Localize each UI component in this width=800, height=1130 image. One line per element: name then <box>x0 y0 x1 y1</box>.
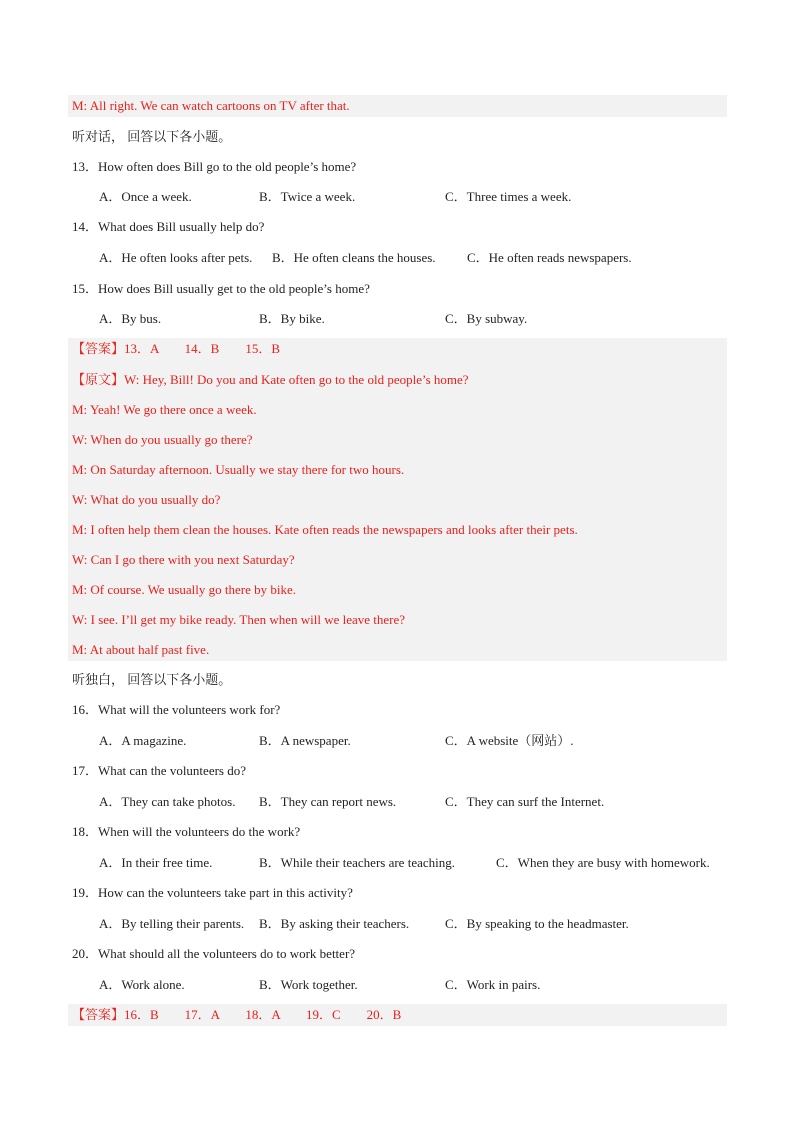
question-15-option-a: A．By bus. <box>99 311 162 326</box>
transcript-line: W: I see. I’ll get my bike ready. Then when will we leave there? <box>72 612 406 627</box>
question-19-option-a: A．By telling their parents. <box>99 916 245 931</box>
question-17-option-a: A．They can take photos. <box>99 794 236 809</box>
question-18-option-b: B．While their teachers are teaching. <box>259 855 455 870</box>
question-16-stem: 16．What will the volunteers work for? <box>72 702 281 717</box>
transcript-line: W: When do you usually go there? <box>72 432 253 447</box>
transcript-line: M: All right. We can watch cartoons on TV after that. <box>72 98 350 113</box>
question-18-option-a: A．In their free time. <box>99 855 213 870</box>
question-18-option-c: C．When they are busy with homework. <box>496 855 710 870</box>
transcript-line: M: I often help them clean the houses. Kate often reads the newspapers and looks after their pets. <box>72 522 578 537</box>
answer-line-13-15: 【答案】13．A 14．B 15．B <box>72 341 281 356</box>
question-14-option-b: B．He often cleans the houses. <box>272 250 436 265</box>
section-instruction: 听对话， 回答以下各小题。 <box>72 129 232 144</box>
question-14-option-a: A．He often looks after pets. <box>99 250 253 265</box>
question-20-option-a: A．Work alone. <box>99 977 185 992</box>
question-13-option-a: A．Once a week. <box>99 189 192 204</box>
question-19-stem: 19．How can the volunteers take part in this activity? <box>72 885 353 900</box>
section-instruction: 听独白， 回答以下各小题。 <box>72 672 232 687</box>
question-17-option-b: B．They can report news. <box>259 794 397 809</box>
question-16-option-a: A．A magazine. <box>99 733 187 748</box>
transcript-line: M: At about half past five. <box>72 642 210 657</box>
transcript-line: 【原文】W: Hey, Bill! Do you and Kate often go to the old people’s home? <box>72 372 469 387</box>
question-16-option-c: C．A website（网站）. <box>445 733 574 748</box>
question-14-stem: 14．What does Bill usually help do? <box>72 219 265 234</box>
question-13-stem: 13．How often does Bill go to the old people’s home? <box>72 159 357 174</box>
transcript-line: W: Can I go there with you next Saturday? <box>72 552 295 567</box>
question-19-option-b: B．By asking their teachers. <box>259 916 410 931</box>
question-20-option-c: C．Work in pairs. <box>445 977 541 992</box>
question-17-stem: 17．What can the volunteers do? <box>72 763 246 778</box>
question-15-option-b: B．By bike. <box>259 311 325 326</box>
transcript-line: W: What do you usually do? <box>72 492 221 507</box>
transcript-line: M: On Saturday afternoon. Usually we stay there for two hours. <box>72 462 405 477</box>
question-13-option-c: C．Three times a week. <box>445 189 572 204</box>
question-19-option-c: C．By speaking to the headmaster. <box>445 916 629 931</box>
question-20-stem: 20．What should all the volunteers do to work better? <box>72 946 356 961</box>
answer-line-16-20: 【答案】16．B 17．A 18．A 19．C 20．B <box>72 1007 402 1022</box>
question-15-option-c: C．By subway. <box>445 311 528 326</box>
question-20-option-b: B．Work together. <box>259 977 358 992</box>
question-18-stem: 18．When will the volunteers do the work? <box>72 824 301 839</box>
question-16-option-b: B．A newspaper. <box>259 733 351 748</box>
question-17-option-c: C．They can surf the Internet. <box>445 794 605 809</box>
transcript-line: M: Of course. We usually go there by bike. <box>72 582 296 597</box>
transcript-line: M: Yeah! We go there once a week. <box>72 402 257 417</box>
question-13-option-b: B．Twice a week. <box>259 189 356 204</box>
question-14-option-c: C．He often reads newspapers. <box>467 250 632 265</box>
question-15-stem: 15．How does Bill usually get to the old people’s home? <box>72 281 370 296</box>
